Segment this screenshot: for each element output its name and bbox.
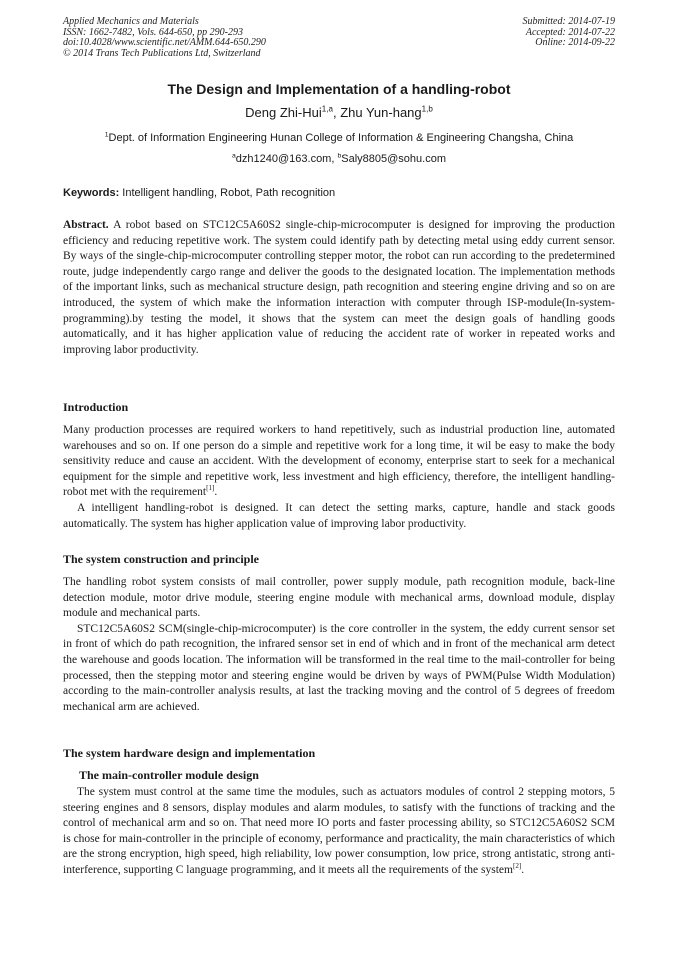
email-a: dzh1240@163.com, bbox=[235, 153, 338, 165]
abstract bbox=[63, 218, 615, 358]
intro-heading: Introduction bbox=[63, 400, 129, 414]
journal-name: Applied Mechanics and Materials bbox=[63, 16, 199, 27]
author-1: Deng Zhi-Hui bbox=[245, 105, 322, 120]
journal-issn: ISSN: 1662-7482, Vols. 644-650, pp 290-293 bbox=[63, 26, 243, 38]
journal-header bbox=[63, 17, 266, 59]
abstract-label: Abstract. bbox=[63, 219, 109, 231]
email-b: Saly8805@sohu.com bbox=[341, 153, 446, 165]
hardware-subheading: The main-controller module design bbox=[79, 768, 259, 782]
keywords-text: Intelligent handling, Robot, Path recognition bbox=[119, 187, 336, 199]
email-b-marker: b bbox=[337, 152, 342, 160]
hardware-paragraph-1 bbox=[63, 785, 615, 879]
paper-title: The Design and Implementation of a handling-robot bbox=[167, 81, 511, 97]
construction-section bbox=[63, 575, 615, 715]
intro-p1-text: Many production processes are required workers to hand repetitively, such as industrial production line, automated warehouses and so on. If one person do a simple and repetitive work for a long time, it wil be easy to make the body sensitivity reduce and cause an accident. With the development of economy, enterprise start to seek for a mechanical equipment for the simple and repetitive work, less investment and high efficiency, therefore, the intelligent handling-robot met with the requirement bbox=[63, 424, 615, 499]
intro-paragraph-2: A intelligent handling-robot is designed. It can detect the setting marks, capture, handle and stack goods automatically. The system has higher application value of improving labor productivity. bbox=[63, 501, 615, 530]
journal-copyright: © 2014 Trans Tech Publications Ltd, Switzerland bbox=[63, 47, 261, 59]
keywords bbox=[63, 187, 615, 199]
author-separator: , bbox=[332, 105, 341, 120]
author-2: Zhu Yun-hang bbox=[340, 105, 422, 120]
accepted-date: Accepted: 2014-07-22 bbox=[525, 26, 615, 38]
affiliation-marker: 1 bbox=[104, 131, 109, 139]
affiliation bbox=[0, 132, 678, 144]
abstract-paragraph bbox=[63, 218, 615, 358]
author-2-marker: 1,b bbox=[421, 104, 433, 114]
hardware-p1-text: The system must control at the same time the modules, such as actuators modules of control 2 stepping motors, 5 steering engines and 8 sensors, display modules and alarm modules, to satisfy with the functions of tracking and the control of mechanical arm and so on. That need more IO ports and faster processing ability, so STC12C5A60S2 SCM is chose for main-controller in the principle of economy, performance and practicality, the main characteristics of which are the strong encryption, high speed, high reliability, low power consumption, low price, strong antistatic, strong anti-interference, supporting C language programming, and it meets all the requirements of the system bbox=[63, 786, 615, 876]
hardware-heading: The system hardware design and implementation bbox=[63, 746, 316, 760]
author-emails bbox=[0, 153, 678, 165]
submitted-date: Submitted: 2014-07-19 bbox=[522, 16, 615, 27]
author-line bbox=[0, 105, 678, 120]
construction-heading: The system construction and principle bbox=[63, 552, 260, 566]
hardware-section bbox=[63, 785, 615, 879]
author-1-marker: 1,a bbox=[321, 104, 333, 114]
citation-1: [1] bbox=[206, 484, 215, 493]
publication-dates bbox=[523, 17, 616, 49]
intro-section bbox=[63, 423, 615, 532]
intro-p1-end: . bbox=[214, 486, 218, 499]
affiliation-text: Dept. of Information Engineering Hunan College of Information & Engineering Changsha, China bbox=[108, 132, 574, 144]
hardware-p1-end: . bbox=[521, 863, 525, 876]
online-date: Online: 2014-09-22 bbox=[535, 37, 615, 49]
abstract-text: A robot based on STC12C5A60S2 single-chip-microcomputer is designed for improving the production efficiency and reducing repetitive work. The system could identify path by detecting metal using eddy current sensor. By ways of the single-chip-microcomputer controlling stepper motor, the robot can run according to the predetermined route, judge independently cargo range and deliver the goods to the designated location. The implementation methods of the important links, such as mechanical structure design, path recognition and steering engine driving and so on are introduced, the system of which make the information interaction with computer through ISP-module(In-system-programming).by testing the model, it shows that the system can meet the design goals of handling goods automatically, and it has higher application value of reducing the accident rate of worker in repeated works and improving labor productivity. bbox=[63, 219, 615, 356]
keywords-label: Keywords: bbox=[63, 187, 120, 199]
email-a-marker: a bbox=[231, 152, 236, 160]
intro-paragraph-1 bbox=[63, 423, 615, 501]
journal-doi: doi:10.4028/www.scientific.net/AMM.644-650.290 bbox=[63, 37, 266, 49]
citation-2: [2] bbox=[512, 862, 522, 871]
construction-paragraph-1: The handling robot system consists of mail controller, power supply module, path recognition module, back-line detection module, motor drive module, steering engine module with mechanical arms, download module, display module and mechanical parts. bbox=[63, 576, 615, 620]
construction-paragraph-2: STC12C5A60S2 SCM(single-chip-microcomputer) is the core controller in the system, the eddy current sensor set in front of which do path recognition, the infrared sensor set in end of which and in front of the mechanical arm detect the warehouse and goods location. The information will be transformed in the real time to the mail-controller for being processed, then the stepping motor and steering engine would be driven by ways of PWM(Pulse Width Modulation) according to the main-controller analysis results, at last the tracking moving and the control of 5 degrees of freedom mechanical arm are achieved. bbox=[63, 622, 615, 713]
